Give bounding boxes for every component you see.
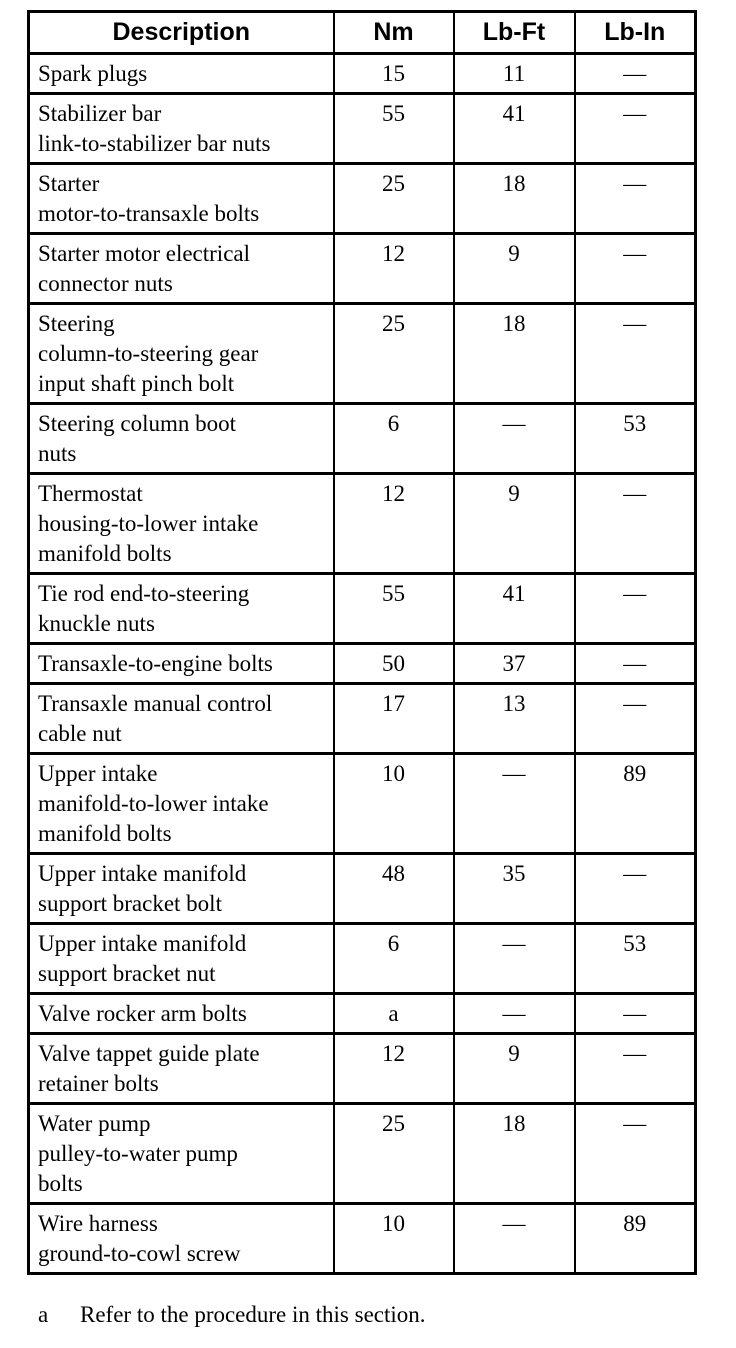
cell-nm: 55 — [334, 574, 454, 644]
table-row — [29, 1104, 696, 1204]
footnote-marker: a — [38, 1302, 49, 1327]
table-row — [29, 234, 696, 304]
cell-lb-ft: — — [454, 1204, 575, 1274]
cell-nm: 25 — [334, 304, 454, 404]
cell-lb-in: 53 — [575, 924, 696, 994]
table-row — [29, 474, 696, 574]
cell-lb-in: — — [575, 1104, 696, 1204]
cell-lb-ft: — — [454, 404, 575, 474]
cell-description: Water pump pulley-to-water pump bolts — [29, 1104, 334, 1204]
cell-lb-in: — — [575, 164, 696, 234]
cell-description: Tie rod end-to-steering knuckle nuts — [29, 574, 334, 644]
cell-description: Starter motor electrical connector nuts — [29, 234, 334, 304]
cell-lb-in: — — [575, 644, 696, 684]
cell-lb-ft: — — [454, 994, 575, 1034]
cell-nm: 25 — [334, 1104, 454, 1204]
cell-lb-in: — — [575, 54, 696, 94]
cell-lb-in: — — [575, 474, 696, 574]
cell-nm: 10 — [334, 1204, 454, 1274]
cell-lb-in: — — [575, 574, 696, 644]
cell-nm: 12 — [334, 234, 454, 304]
table-row — [29, 1204, 696, 1274]
cell-lb-in: — — [575, 1034, 696, 1104]
cell-nm: 17 — [334, 684, 454, 754]
cell-description: Wire harness ground-to-cowl screw — [29, 1204, 334, 1274]
cell-lb-ft: 18 — [454, 164, 575, 234]
cell-nm: 6 — [334, 924, 454, 994]
table-row — [29, 574, 696, 644]
cell-nm: 12 — [334, 1034, 454, 1104]
cell-lb-ft: — — [454, 754, 575, 854]
table-row — [29, 994, 696, 1034]
cell-nm: a — [334, 994, 454, 1034]
cell-lb-ft: 41 — [454, 94, 575, 164]
cell-description: Starter motor-to-transaxle bolts — [29, 164, 334, 234]
cell-lb-ft: 18 — [454, 304, 575, 404]
cell-nm: 12 — [334, 474, 454, 574]
cell-nm: 25 — [334, 164, 454, 234]
table-row — [29, 644, 696, 684]
cell-lb-in: 89 — [575, 754, 696, 854]
cell-nm: 15 — [334, 54, 454, 94]
footnote — [38, 1300, 426, 1330]
cell-lb-in: — — [575, 994, 696, 1034]
cell-lb-ft: 9 — [454, 1034, 575, 1104]
cell-lb-ft: 18 — [454, 1104, 575, 1204]
column-header-lb-in: Lb-In — [575, 12, 696, 54]
column-header-lb-ft: Lb-Ft — [454, 12, 575, 54]
cell-lb-ft: 9 — [454, 474, 575, 574]
cell-description: Upper intake manifold support bracket bolt — [29, 854, 334, 924]
cell-description: Spark plugs — [29, 54, 334, 94]
table-row — [29, 854, 696, 924]
cell-description: Stabilizer bar link-to-stabilizer bar nuts — [29, 94, 334, 164]
table-row — [29, 164, 696, 234]
table-row — [29, 754, 696, 854]
cell-lb-in: — — [575, 304, 696, 404]
cell-lb-ft: 11 — [454, 54, 575, 94]
table-row — [29, 404, 696, 474]
table-row — [29, 304, 696, 404]
cell-description: Steering column boot nuts — [29, 404, 334, 474]
cell-description: Transaxle manual control cable nut — [29, 684, 334, 754]
cell-description: Upper intake manifold-to-lower intake manifold bolts — [29, 754, 334, 854]
torque-specifications-table — [27, 10, 697, 1275]
cell-lb-in: — — [575, 94, 696, 164]
cell-lb-ft: 41 — [454, 574, 575, 644]
column-header-nm: Nm — [334, 12, 454, 54]
cell-lb-in: — — [575, 234, 696, 304]
cell-nm: 55 — [334, 94, 454, 164]
cell-description: Valve tappet guide plate retainer bolts — [29, 1034, 334, 1104]
cell-nm: 48 — [334, 854, 454, 924]
cell-lb-in: — — [575, 854, 696, 924]
cell-lb-ft: 35 — [454, 854, 575, 924]
cell-lb-ft: — — [454, 924, 575, 994]
cell-lb-ft: 9 — [454, 234, 575, 304]
table-row — [29, 924, 696, 994]
cell-lb-ft: 37 — [454, 644, 575, 684]
table-row — [29, 54, 696, 94]
cell-description: Thermostat housing-to-lower intake manifold bolts — [29, 474, 334, 574]
cell-lb-in: 89 — [575, 1204, 696, 1274]
cell-description: Valve rocker arm bolts — [29, 994, 334, 1034]
cell-nm: 10 — [334, 754, 454, 854]
table-row — [29, 94, 696, 164]
column-header-description: Description — [29, 12, 334, 54]
cell-nm: 6 — [334, 404, 454, 474]
table-row — [29, 1034, 696, 1104]
cell-nm: 50 — [334, 644, 454, 684]
cell-description: Transaxle-to-engine bolts — [29, 644, 334, 684]
footnote-text: Refer to the procedure in this section. — [80, 1302, 426, 1327]
cell-lb-in: — — [575, 684, 696, 754]
cell-description: Steering column-to-steering gear input shaft pinch bolt — [29, 304, 334, 404]
cell-description: Upper intake manifold support bracket nut — [29, 924, 334, 994]
header-row — [29, 12, 696, 54]
table-row — [29, 684, 696, 754]
cell-lb-ft: 13 — [454, 684, 575, 754]
cell-lb-in: 53 — [575, 404, 696, 474]
